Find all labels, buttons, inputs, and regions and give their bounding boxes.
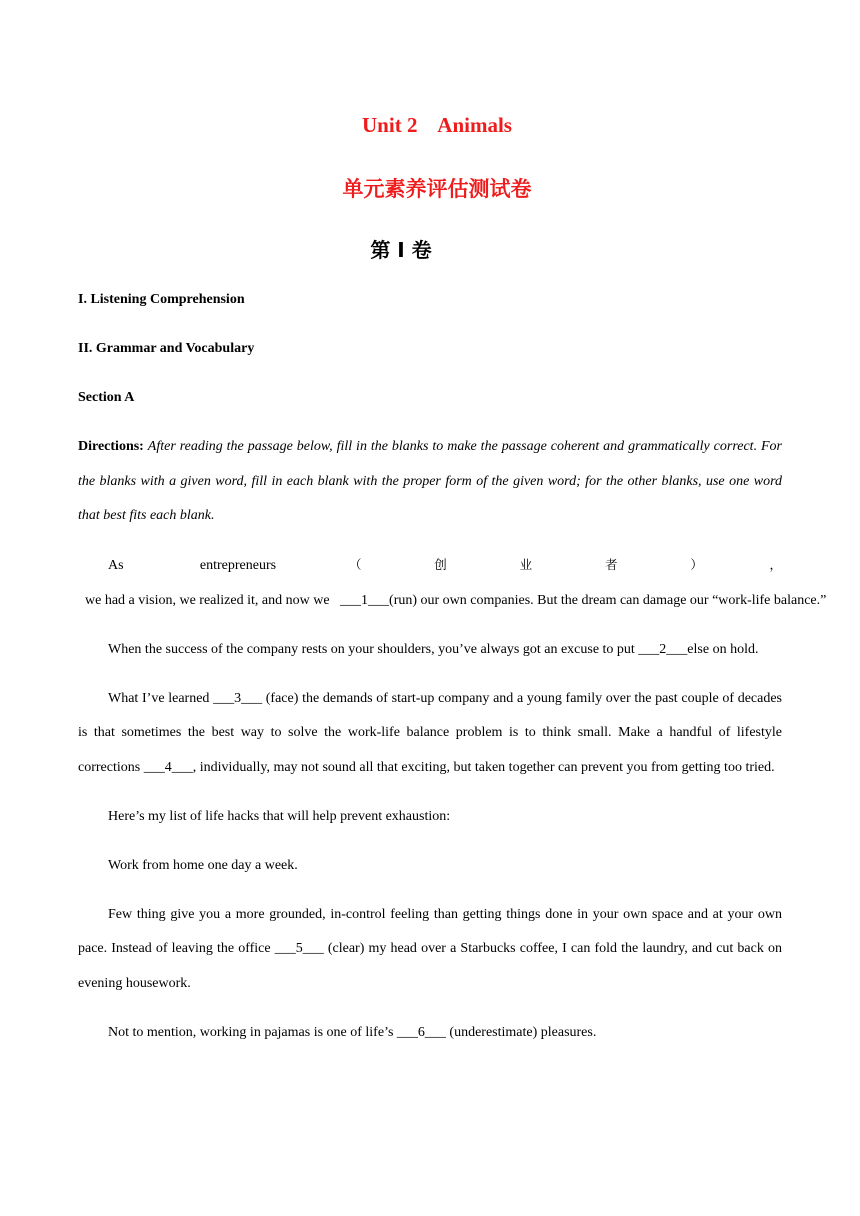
volume-heading: 第 I 卷	[370, 238, 432, 262]
chinese-gloss: （创业者），	[276, 557, 782, 572]
passage-paragraph-3: What I’ve learned ___3___ (face) the demands of start-up company and a young family over the past couple of decades is that sometimes the best way to solve the work-life balance problem is to think small. Make a handful of lifestyle corrections ___4___, individually, may not sound all that exciting, but taken together can prevent you from getting too tried.	[78, 690, 782, 775]
passage-paragraph-2: When the success of the company rests on your shoulders, you’ve always got an excuse to put ___2___else on hold.	[108, 641, 759, 657]
directions-label: Directions:	[78, 439, 144, 454]
unit-title: Unit 2 Animals	[362, 113, 512, 137]
directions-block	[78, 430, 782, 548]
section-heading-grammar: II. Grammar and Vocabulary	[78, 341, 255, 356]
passage-paragraph-4: Here’s my list of life hacks that will help prevent exhaustion:	[108, 808, 451, 824]
passage	[78, 548, 827, 1065]
passage-paragraph-5: Work from home one day a week.	[108, 857, 298, 873]
paragraph-text: we had a vision, we realized it, and now we ___1___(run) our own companies. But the dream can damage our “work-life balance.”	[78, 592, 827, 608]
passage-paragraph-1	[78, 548, 827, 618]
passage-paragraph-7: Not to mention, working in pajamas is one of life’s ___6___ (underestimate) pleasures.	[108, 1024, 597, 1040]
test-subtitle: 单元素养评估测试卷	[342, 177, 532, 201]
passage-paragraph-6: Few thing give you a more grounded, in-control feeling than getting things done in your own space and at your own pace. Instead of leaving the office ___5___ (clear) my head over a Starbucks coffee, I can fold the laundry, and cut back on evening housework.	[78, 906, 782, 991]
directions-text: After reading the passage below, fill in the blanks to make the passage coherent and grammatically correct. For the blanks with a given word, fill in each blank with the proper form of the given word; for the other blanks, use one word that best fits each blank.	[78, 439, 782, 523]
paragraph-text: As entrepreneurs	[108, 558, 277, 573]
section-heading-listening: I. Listening Comprehension	[78, 292, 245, 307]
section-heading-a: Section A	[78, 390, 135, 405]
